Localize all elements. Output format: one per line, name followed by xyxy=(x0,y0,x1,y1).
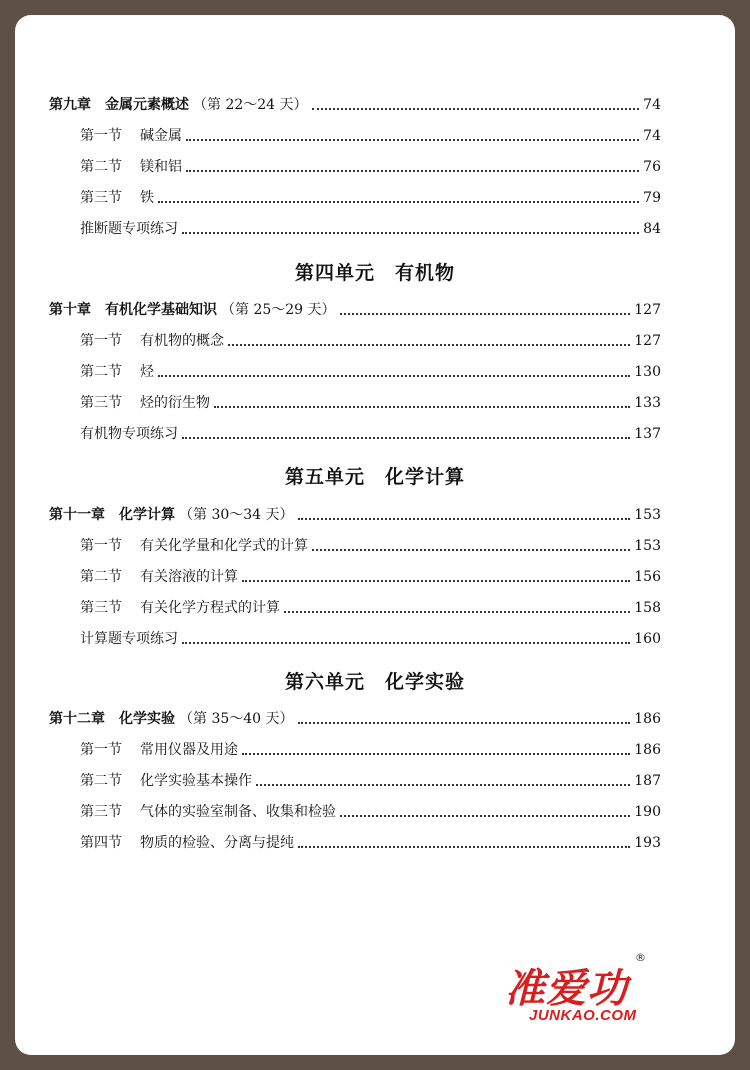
chapter-days: （第 25～29 天） xyxy=(221,302,336,318)
dot-leader xyxy=(242,753,630,755)
brand-logo xyxy=(485,951,665,1031)
section-number: 第一节 xyxy=(80,538,122,554)
page-number: 127 xyxy=(634,333,661,349)
logo-chinese-text: 准爱功 xyxy=(505,966,628,1012)
toc-section[interactable] xyxy=(80,331,661,351)
exercise-title: 计算题专项练习 xyxy=(80,631,178,647)
page-number: 79 xyxy=(643,190,661,206)
unit-title: 第六单元 化学实验 xyxy=(284,671,465,693)
section-title: 常用仪器及用途 xyxy=(140,742,238,758)
toc-section[interactable] xyxy=(80,740,661,760)
dot-leader xyxy=(214,406,630,408)
section-number: 第一节 xyxy=(80,333,122,349)
page-number: 158 xyxy=(634,600,661,616)
dot-leader xyxy=(340,313,631,315)
toc-section[interactable] xyxy=(80,536,661,556)
section-number: 第三节 xyxy=(80,190,122,206)
toc-exercise[interactable] xyxy=(80,629,661,649)
section-number: 第三节 xyxy=(80,600,122,616)
section-number: 第三节 xyxy=(80,395,122,411)
dot-leader xyxy=(340,815,630,817)
dot-leader xyxy=(182,232,639,234)
chapter-title: 第九章 金属元素概述 xyxy=(49,97,189,113)
section-number: 第二节 xyxy=(80,364,122,380)
chapter-title: 第十二章 化学实验 xyxy=(49,711,175,727)
dot-leader xyxy=(312,108,640,110)
dot-leader xyxy=(158,201,639,203)
section-title: 烃的衍生物 xyxy=(140,395,210,411)
dot-leader xyxy=(228,344,630,346)
section-title: 镁和铝 xyxy=(140,159,182,175)
section-title: 铁 xyxy=(140,190,154,206)
toc-section[interactable] xyxy=(80,126,661,146)
page-number: 187 xyxy=(634,773,661,789)
section-number: 第二节 xyxy=(80,159,122,175)
section-title: 碱金属 xyxy=(140,128,182,144)
toc-section[interactable] xyxy=(80,567,661,587)
toc-section[interactable] xyxy=(80,188,661,208)
section-title: 化学实验基本操作 xyxy=(140,773,252,789)
chapter-title: 第十章 有机化学基础知识 xyxy=(49,302,217,318)
registered-mark: ® xyxy=(635,951,646,964)
table-of-contents xyxy=(15,15,735,915)
page-number: 137 xyxy=(634,426,661,442)
section-number: 第三节 xyxy=(80,804,122,820)
toc-section[interactable] xyxy=(80,598,661,618)
chapter-days: （第 22～24 天） xyxy=(193,97,308,113)
toc-chapter-9[interactable] xyxy=(49,95,661,115)
chapter-title: 第十一章 化学计算 xyxy=(49,507,175,523)
section-title: 物质的检验、分离与提纯 xyxy=(140,835,294,851)
page-number: 130 xyxy=(634,364,661,380)
dot-leader xyxy=(312,549,630,551)
toc-section[interactable] xyxy=(80,802,661,822)
page-number: 74 xyxy=(643,128,661,144)
page-number: 133 xyxy=(634,395,661,411)
dot-leader xyxy=(298,846,630,848)
toc-section[interactable] xyxy=(80,362,661,382)
dot-leader xyxy=(182,437,630,439)
page-number: 156 xyxy=(634,569,661,585)
toc-section[interactable] xyxy=(80,393,661,413)
page-number: 153 xyxy=(634,507,661,523)
unit-title: 第五单元 化学计算 xyxy=(284,466,465,488)
section-number: 第一节 xyxy=(80,742,122,758)
toc-exercise[interactable] xyxy=(80,424,661,444)
exercise-title: 推断题专项练习 xyxy=(80,221,178,237)
page-number: 127 xyxy=(634,302,661,318)
chapter-days: （第 35～40 天） xyxy=(179,711,294,727)
dot-leader xyxy=(298,518,631,520)
dot-leader xyxy=(182,642,630,644)
dot-leader xyxy=(242,580,630,582)
page-number: 190 xyxy=(634,804,661,820)
section-number: 第二节 xyxy=(80,569,122,585)
section-title: 有关溶液的计算 xyxy=(140,569,238,585)
page-number: 84 xyxy=(643,221,661,237)
toc-chapter-12[interactable] xyxy=(49,709,661,729)
section-number: 第四节 xyxy=(80,835,122,851)
page-number: 160 xyxy=(634,631,661,647)
page-number: 153 xyxy=(634,538,661,554)
unit-title: 第四单元 有机物 xyxy=(294,262,455,284)
toc-chapter-11[interactable] xyxy=(49,505,661,525)
logo-domain-text: JUNKAO.COM xyxy=(529,1007,637,1024)
section-title: 有关化学方程式的计算 xyxy=(140,600,280,616)
section-number: 第二节 xyxy=(80,773,122,789)
toc-exercise[interactable] xyxy=(80,219,661,239)
dot-leader xyxy=(158,375,630,377)
toc-section[interactable] xyxy=(80,771,661,791)
page-sheet xyxy=(15,15,735,1055)
section-title: 烃 xyxy=(140,364,154,380)
dot-leader xyxy=(256,784,630,786)
section-title: 有关化学量和化学式的计算 xyxy=(140,538,308,554)
toc-section[interactable] xyxy=(80,157,661,177)
page-number: 186 xyxy=(634,742,661,758)
page-number: 193 xyxy=(634,835,661,851)
page-number: 74 xyxy=(643,97,661,113)
chapter-days: （第 30～34 天） xyxy=(179,507,294,523)
page-number: 76 xyxy=(643,159,661,175)
section-title: 气体的实验室制备、收集和检验 xyxy=(140,804,336,820)
section-number: 第一节 xyxy=(80,128,122,144)
dot-leader xyxy=(284,611,630,613)
toc-section[interactable] xyxy=(80,833,661,853)
section-title: 有机物的概念 xyxy=(140,333,224,349)
page-number: 186 xyxy=(634,711,661,727)
dot-leader xyxy=(186,170,639,172)
toc-chapter-10[interactable] xyxy=(49,300,661,320)
dot-leader xyxy=(186,139,639,141)
dot-leader xyxy=(298,722,631,724)
exercise-title: 有机物专项练习 xyxy=(80,426,178,442)
